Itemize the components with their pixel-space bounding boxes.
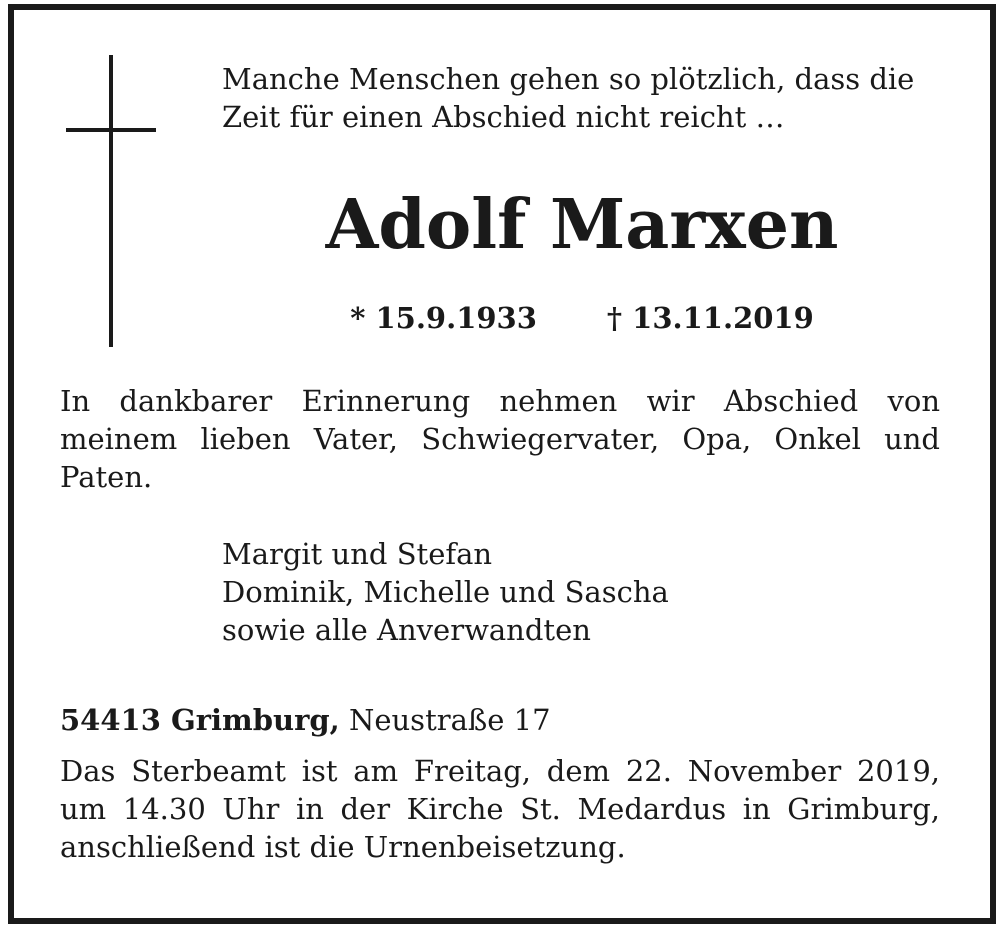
family-address	[60, 700, 940, 740]
quote-line-1: Manche Menschen gehen so plötzlich, dass die	[222, 62, 915, 96]
life-dates	[222, 298, 942, 338]
funeral-notice: Das Sterbeamt ist am Freitag, dem 22. November 2019, um 14.30 Uhr in der Kirche St. Medardus in Grimburg, anschließend ist die Urnenbeisetzung.	[60, 754, 940, 864]
death-date: † 13.11.2019	[606, 301, 814, 335]
deceased-name: Adolf Marxen	[325, 185, 839, 265]
mourner-line: Dominik, Michelle und Sascha	[222, 575, 669, 609]
cross-horizontal-bar	[66, 128, 156, 132]
birth-date: * 15.9.1933	[350, 301, 537, 335]
cross-vertical-bar	[109, 55, 113, 347]
mourners-list	[222, 535, 922, 649]
farewell-message: In dankbarer Erinnerung nehmen wir Abschied von meinem lieben Vater, Schwiegervater, Opa, Onkel und Paten.	[60, 384, 940, 494]
opening-quote	[222, 60, 942, 136]
mourner-line: Margit und Stefan	[222, 537, 493, 571]
mourner-line: sowie alle Anverwandten	[222, 613, 591, 647]
cross-icon	[66, 55, 156, 347]
address-street: Neustraße 17	[348, 703, 551, 737]
quote-line-2: Zeit für einen Abschied nicht reicht …	[222, 100, 785, 134]
address-city: 54413 Grimburg,	[60, 703, 340, 737]
